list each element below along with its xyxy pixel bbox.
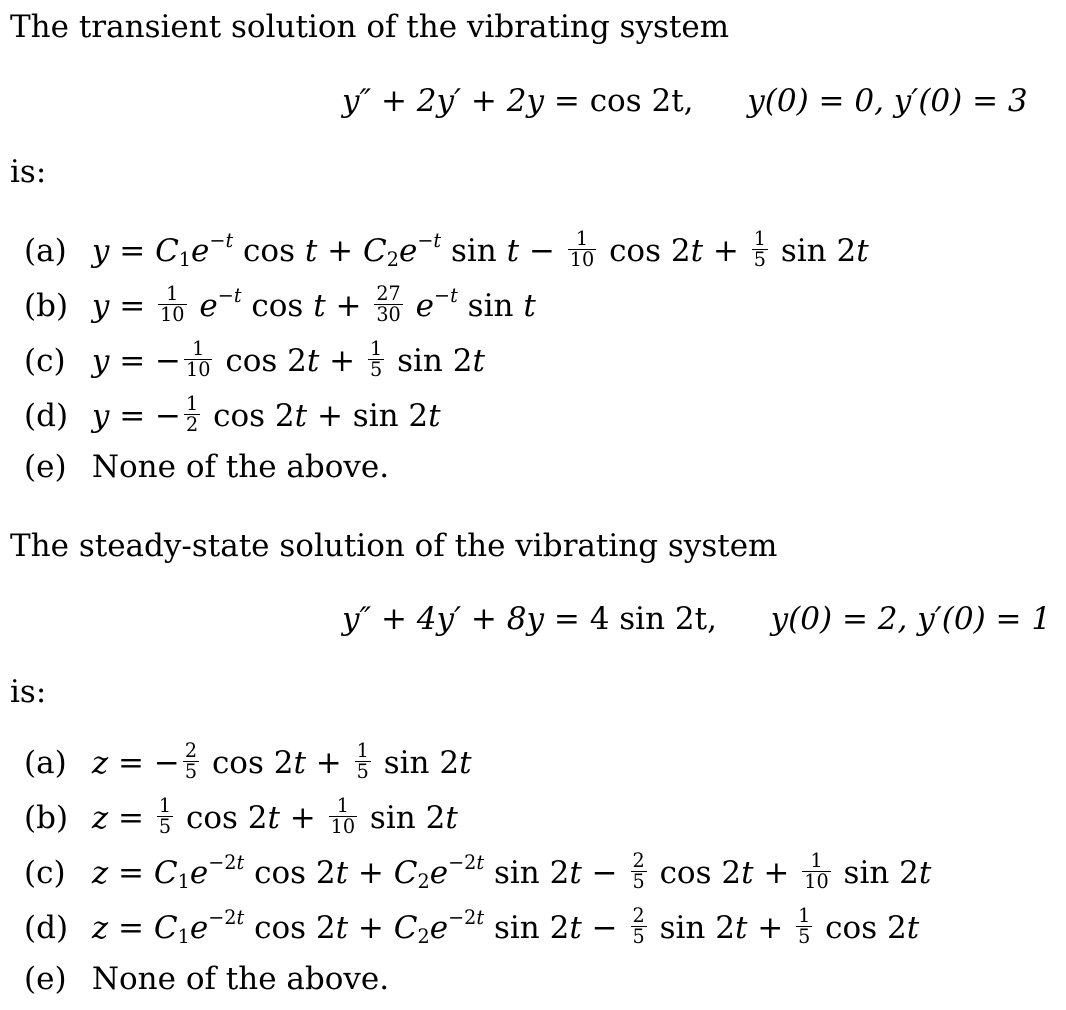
- q1-option-b-label: (b): [24, 288, 69, 325]
- q2-option-c-label: (c): [24, 855, 66, 892]
- q1-intro: The transient solution of the vibrating system: [10, 9, 730, 45]
- q2-initial-conditions: y(0) = 2, y′(0) = 1: [770, 601, 1052, 637]
- q2-equation-rhs: 4 sin 2t,: [589, 601, 717, 637]
- q1-option-b: (b) y = $\frac{1}{10}$ $e^{-t}$ cos t + $\frac{27}{30}$ $e^{-t}$ sin t: [24, 282, 536, 327]
- q1-option-d: (d) y = − $\frac{1}{2}$ cos 2t + sin 2t: [24, 392, 441, 437]
- q1-initial-conditions: y(0) = 0, y′(0) = 3: [747, 83, 1028, 119]
- q1-option-e-label: (e): [24, 449, 67, 485]
- q2-option-a: (a) z = − $\frac{2}{5}$ cos 2t + $\frac{1}{5}$ sin 2t: [24, 739, 472, 784]
- q1-option-e: [24, 449, 390, 485]
- q2-equation: y″ + 4y′ + 8y = 4 sin 2t, y(0) = 2, y′(0) = 1: [342, 601, 1052, 637]
- q2-intro: The steady-state solution of the vibrating system: [10, 528, 778, 564]
- q1-option-e-text: None of the above.: [91, 449, 390, 485]
- q1-option-a-label: (a): [24, 233, 67, 270]
- q2-option-c: (c) $z = C_1e^{-2t}$ $\cos 2t + C_2e^{-2t}$ sin 2t − $\frac{2}{5}$ cos 2t + $\frac{1}{10}$ sin 2t: [24, 849, 932, 894]
- q1-option-c: (c) y = − $\frac{1}{10}$ cos 2t + $\frac{1}{5}$ sin 2t: [24, 337, 485, 382]
- q1-equation-lhs: y″ + 2y′ + 2y: [342, 83, 544, 119]
- q2-option-a-label: (a): [24, 745, 67, 782]
- q2-option-d: (d) $z = C_1e^{-2t}$ $\cos 2t + C_2e^{-2t}$ sin 2t − $\frac{2}{5}$ sin 2t + $\frac{1}{5}$ cos 2t: [24, 904, 920, 949]
- q2-option-b: (b) z = $\frac{1}{5}$ cos 2t + $\frac{1}{10}$ sin 2t: [24, 794, 458, 839]
- q1-option-c-label: (c): [24, 343, 66, 380]
- q1-equation: y″ + 2y′ + 2y = cos 2t, y(0) = 0, y′(0) = 3: [342, 83, 1028, 119]
- q2-is-label: is:: [10, 674, 47, 710]
- q1-option-d-label: (d): [24, 398, 69, 435]
- q1-is-label: is:: [10, 154, 47, 190]
- q2-option-b-label: (b): [24, 800, 69, 837]
- q2-option-e-label: (e): [24, 961, 67, 997]
- q2-option-e-text: None of the above.: [91, 961, 390, 997]
- q1-option-a: (a) $y = C_1e^{-t}$ $\cos t + C_2e^{-t}$ sin t − $\frac{1}{10}$ cos 2t + $\frac{1}{5}$ sin 2t: [24, 227, 869, 272]
- q1-equation-rhs: cos 2t,: [589, 83, 694, 119]
- q2-option-e: [24, 961, 390, 997]
- q2-option-d-label: (d): [24, 910, 69, 947]
- q2-equation-lhs: y″ + 4y′ + 8y: [342, 601, 544, 637]
